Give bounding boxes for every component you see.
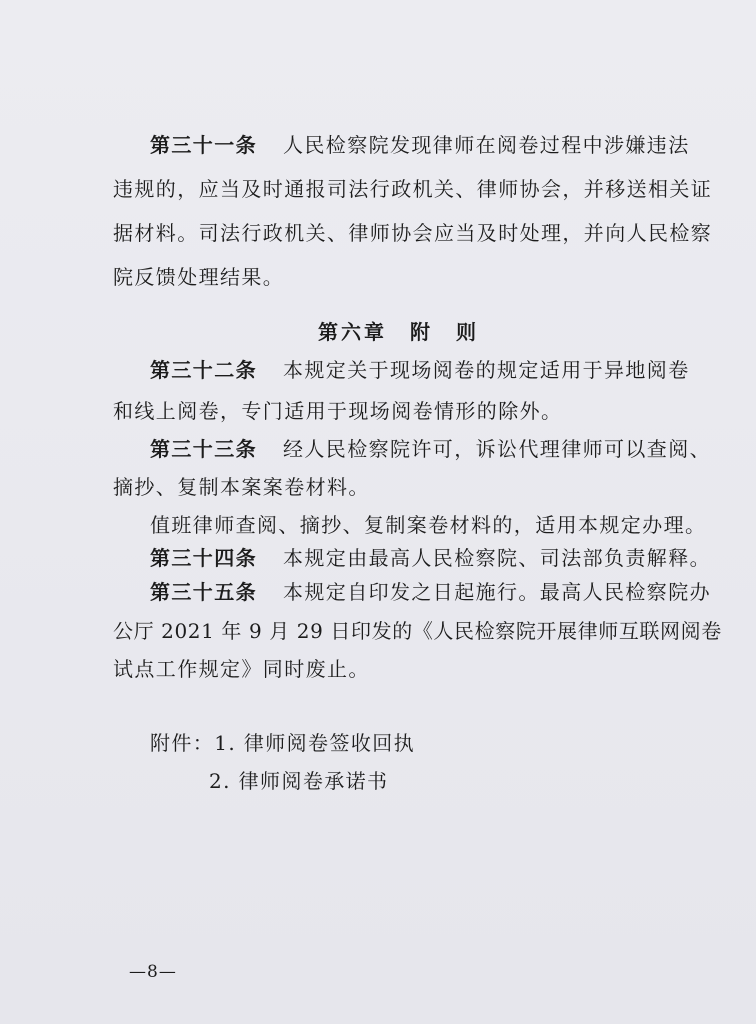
article-35-line-3: 试点工作规定》同时废止。 <box>113 657 370 681</box>
article-34-text: 本规定由最高人民检察院、司法部负责解释。 <box>283 546 711 570</box>
article-31-number: 第三十一条 <box>150 133 257 157</box>
article-33-number: 第三十三条 <box>150 437 257 461</box>
article-32-line-2: 和线上阅卷，专门适用于现场阅卷情形的除外。 <box>113 399 563 423</box>
article-31-line-4: 院反馈处理结果。 <box>113 265 285 289</box>
article-31-line-1 <box>150 131 690 159</box>
article-32-line-1 <box>150 356 690 384</box>
article-34-number: 第三十四条 <box>150 546 257 570</box>
article-31-line-3: 据材料。司法行政机关、律师协会应当及时处理，并向人民检察 <box>113 221 713 245</box>
article-32-number: 第三十二条 <box>150 358 257 382</box>
article-35-line-1 <box>150 578 711 606</box>
article-31-line-2: 违规的，应当及时通报司法行政机关、律师协会，并移送相关证 <box>113 177 713 201</box>
attachment-1: 附件：1. 律师阅卷签收回执 <box>150 731 416 755</box>
article-33-line-1 <box>150 435 711 463</box>
attachment-2: 2. 律师阅卷承诺书 <box>209 769 389 793</box>
article-35-line-2: 公厅 2021 年 9 月 29 日印发的《人民检察院开展律师互联网阅卷 <box>113 619 722 643</box>
chapter-heading: 第六章 附 则 <box>318 320 479 344</box>
article-34-line-1 <box>150 544 711 572</box>
article-33-text: 经人民检察院许可，诉讼代理律师可以查阅、 <box>283 437 711 461</box>
article-33-line-2: 摘抄、复制本案案卷材料。 <box>113 475 370 499</box>
article-33-line-3: 值班律师查阅、摘抄、复制案卷材料的，适用本规定办理。 <box>150 513 707 537</box>
article-35-number: 第三十五条 <box>150 580 257 604</box>
article-31-text: 人民检察院发现律师在阅卷过程中涉嫌违法 <box>283 133 690 157</box>
page-number: —8— <box>129 962 177 982</box>
article-35-text: 本规定自印发之日起施行。最高人民检察院办 <box>283 580 711 604</box>
article-32-text: 本规定关于现场阅卷的规定适用于异地阅卷 <box>283 358 690 382</box>
